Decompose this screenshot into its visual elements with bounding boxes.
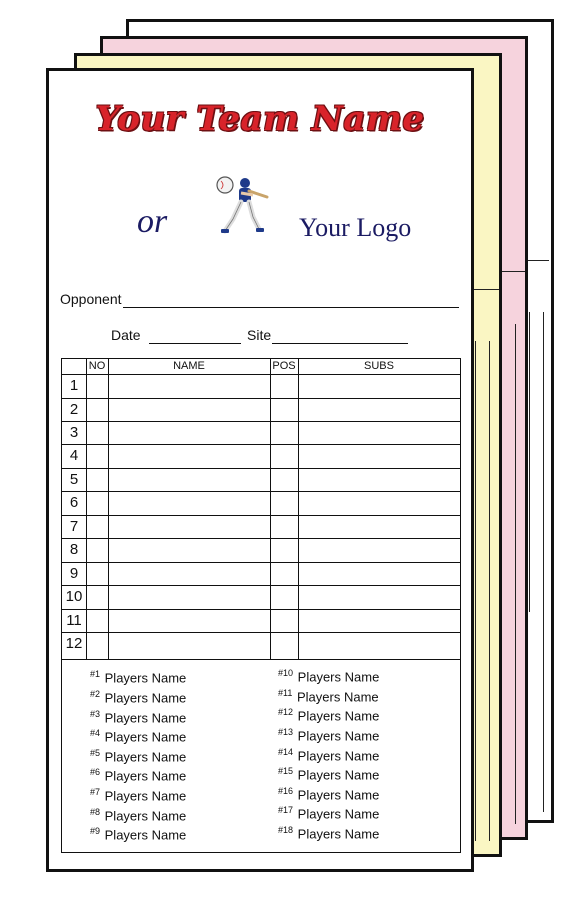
row-number: 1 bbox=[69, 377, 79, 394]
roster-item: $^{\#7}$ Players Name bbox=[90, 787, 187, 804]
opponent-field[interactable] bbox=[123, 291, 459, 308]
table-row bbox=[62, 491, 460, 492]
roster-item: $^{\#3}$ Players Name bbox=[90, 709, 187, 726]
roster-item: $^{\#5}$ Players Name bbox=[90, 748, 187, 765]
table-row bbox=[62, 562, 460, 563]
roster-item: $^{\#16}$ Players Name bbox=[278, 786, 380, 803]
ghost-line bbox=[529, 312, 530, 612]
roster-item: $^{\#4}$ Players Name bbox=[90, 728, 187, 745]
table-row bbox=[62, 515, 460, 516]
roster-list bbox=[61, 659, 461, 853]
row-number: 7 bbox=[69, 518, 79, 535]
roster-item: $^{\#9}$ Players Name bbox=[90, 826, 187, 843]
header-subs: SUBS bbox=[364, 360, 394, 372]
roster-item: $^{\#15}$ Players Name bbox=[278, 766, 380, 783]
row-number: 12 bbox=[65, 635, 83, 652]
column-divider bbox=[108, 359, 109, 659]
column-divider bbox=[270, 359, 271, 659]
lineup-table bbox=[61, 358, 461, 660]
row-number: 10 bbox=[65, 588, 83, 605]
team-name-title: Your Team Name bbox=[95, 99, 425, 139]
opponent-label: Opponent bbox=[60, 291, 122, 307]
roster-item: $^{\#10}$ Players Name bbox=[278, 668, 380, 685]
roster-item: $^{\#17}$ Players Name bbox=[278, 805, 380, 822]
row-number: 4 bbox=[69, 447, 79, 464]
site-field[interactable] bbox=[272, 327, 408, 344]
table-row bbox=[62, 585, 460, 586]
baseball-batter-icon bbox=[209, 171, 281, 243]
table-row bbox=[62, 468, 460, 469]
lineup-card-front bbox=[46, 68, 474, 872]
row-number: 9 bbox=[69, 565, 79, 582]
column-divider bbox=[86, 359, 87, 659]
header-pos: POS bbox=[272, 360, 296, 372]
roster-item: $^{\#2}$ Players Name bbox=[90, 689, 187, 706]
row-number: 6 bbox=[69, 494, 79, 511]
or-text: or bbox=[137, 203, 168, 240]
row-number: 3 bbox=[69, 424, 79, 441]
ghost-line bbox=[515, 324, 516, 824]
row-number: 5 bbox=[69, 471, 79, 488]
ghost-line bbox=[489, 341, 490, 841]
date-label: Date bbox=[111, 327, 141, 343]
table-row bbox=[62, 398, 460, 399]
roster-item: $^{\#13}$ Players Name bbox=[278, 727, 380, 744]
table-row bbox=[62, 609, 460, 610]
table-row bbox=[62, 421, 460, 422]
table-row bbox=[62, 632, 460, 633]
row-number: 8 bbox=[69, 541, 79, 558]
site-label: Site bbox=[247, 327, 272, 343]
logo-placeholder-text: Your Logo bbox=[299, 213, 412, 242]
table-row bbox=[62, 444, 460, 445]
roster-item: $^{\#1}$ Players Name bbox=[90, 669, 187, 686]
roster-item: $^{\#14}$ Players Name bbox=[278, 747, 380, 764]
row-number: 2 bbox=[69, 401, 79, 418]
date-field[interactable] bbox=[149, 327, 241, 344]
ghost-line bbox=[475, 341, 476, 841]
table-row bbox=[62, 538, 460, 539]
column-divider bbox=[298, 359, 299, 659]
table-row bbox=[62, 374, 460, 375]
row-number: 11 bbox=[66, 612, 82, 629]
roster-item: $^{\#8}$ Players Name bbox=[90, 807, 187, 824]
ghost-line bbox=[543, 312, 544, 812]
roster-item: $^{\#12}$ Players Name bbox=[278, 707, 380, 724]
roster-item: $^{\#11}$ Players Name bbox=[278, 688, 379, 705]
roster-item: $^{\#18}$ Players Name bbox=[278, 825, 380, 842]
header-no: NO bbox=[88, 360, 106, 372]
roster-item: $^{\#6}$ Players Name bbox=[90, 767, 187, 784]
header-name: NAME bbox=[173, 360, 205, 372]
